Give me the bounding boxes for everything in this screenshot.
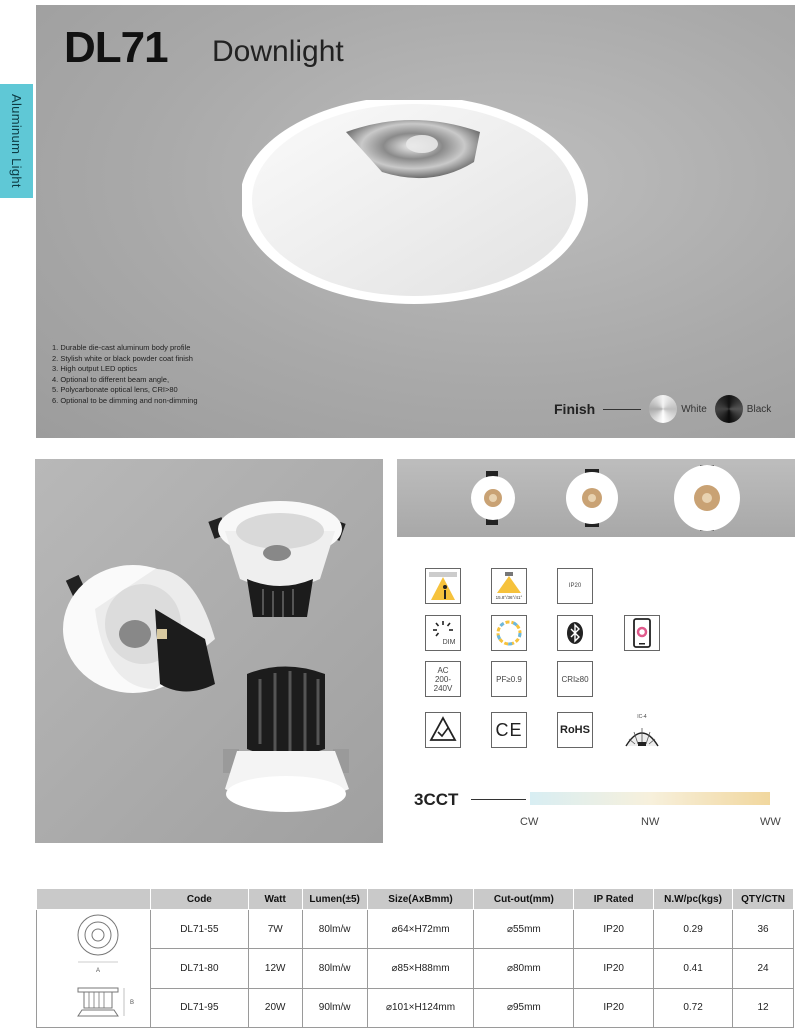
table-cell: 0.41 xyxy=(654,949,733,988)
table-cell: 80lm/w xyxy=(302,949,367,988)
size-variants-image xyxy=(397,459,795,537)
dimming-text: DIM xyxy=(442,638,456,646)
cri-text: CRI≥80 xyxy=(561,674,589,684)
ce-mark-text: CE xyxy=(495,719,523,740)
dimming-icon xyxy=(425,615,461,651)
cct-mark-nw: NW xyxy=(641,816,660,828)
table-header: Cut-out(mm) xyxy=(474,889,574,910)
ip-rating-icon xyxy=(557,568,593,604)
table-header-diagram xyxy=(37,889,151,910)
bluetooth-icon xyxy=(557,615,593,651)
table-cell: ⌀95mm xyxy=(474,988,574,1027)
cct-label: 3CCT xyxy=(414,790,459,809)
table-cell: 24 xyxy=(733,949,794,988)
cct-mark-cw: CW xyxy=(520,816,539,828)
product-name: Downlight xyxy=(212,35,344,68)
table-cell: ⌀80mm xyxy=(474,949,574,988)
table-cell: ⌀55mm xyxy=(474,910,574,949)
downlight-variants-image xyxy=(35,459,383,843)
table-cell: ⌀64×H72mm xyxy=(367,910,474,949)
dimension-label-b: B xyxy=(130,1000,135,1006)
finish-options xyxy=(554,395,771,423)
table-header: IP Rated xyxy=(574,889,654,910)
ac-voltage-icon xyxy=(425,661,461,697)
power-factor-icon xyxy=(491,661,527,697)
feature-item: 4. Optional to different beam angle, xyxy=(52,374,170,384)
table-cell: DL71-55 xyxy=(150,910,248,949)
table-cell: 20W xyxy=(248,988,302,1027)
table-cell: DL71-95 xyxy=(150,988,248,1027)
table-cell: IP20 xyxy=(574,910,654,949)
finish-divider xyxy=(603,409,641,410)
rohs-icon xyxy=(557,712,593,748)
table-header: QTY/CTN xyxy=(733,889,794,910)
table-cell: ⌀101×H124mm xyxy=(367,988,474,1027)
hero-banner xyxy=(36,5,795,438)
color-temperature-icon xyxy=(491,615,527,651)
white-finish-label: White xyxy=(681,403,707,415)
feature-item: 3. High output LED optics xyxy=(52,364,138,373)
table-cell: DL71-80 xyxy=(150,949,248,988)
power-factor-text: PF≥0.9 xyxy=(496,674,522,684)
table-cell: 90lm/w xyxy=(302,988,367,1027)
table-header-row xyxy=(37,889,794,910)
table-cell: 0.72 xyxy=(654,988,733,1027)
table-header: Lumen(±5) xyxy=(302,889,367,910)
dimension-diagram xyxy=(38,910,148,1024)
smartphone-app-icon xyxy=(624,615,660,651)
product-photo xyxy=(35,459,383,843)
category-tab xyxy=(0,84,33,198)
table-cell: IP20 xyxy=(574,949,654,988)
table-row xyxy=(37,910,794,949)
table-cell: 12 xyxy=(733,988,794,1027)
beam-angle-text: 15.8°/36°/41° xyxy=(495,595,523,600)
table-row xyxy=(37,988,794,1027)
table-row xyxy=(37,949,794,988)
cct-divider xyxy=(471,799,526,800)
table-cell: 0.29 xyxy=(654,910,733,949)
cri-icon xyxy=(557,661,593,697)
table-cell: 7W xyxy=(248,910,302,949)
table-header: Size(AxBmm) xyxy=(367,889,474,910)
ip-rating-text: IP20 xyxy=(568,582,582,589)
ce-mark-icon xyxy=(491,712,527,748)
downlight-hero-image xyxy=(242,100,592,315)
white-finish-swatch xyxy=(649,395,677,423)
feature-list xyxy=(52,343,198,406)
rcm-certification-icon xyxy=(425,712,461,748)
ac-voltage-text: AC 200-240V xyxy=(433,665,453,693)
rohs-text: RoHS xyxy=(560,723,590,736)
finish-label: Finish xyxy=(554,401,596,417)
table-cell: ⌀85×H88mm xyxy=(367,949,474,988)
product-code: DL71 xyxy=(64,23,168,72)
beam-angle-icon xyxy=(491,568,527,604)
category-tab-label: Aluminum Light xyxy=(9,94,24,188)
spec-table xyxy=(36,888,794,1028)
ic4-text: IC-4 xyxy=(637,713,647,720)
size-comparison xyxy=(397,459,795,537)
table-header: Watt xyxy=(248,889,302,910)
black-finish-label: Black xyxy=(746,403,772,415)
table-cell: 12W xyxy=(248,949,302,988)
table-header: Code xyxy=(150,889,248,910)
feature-item: 1. Durable die-cast aluminum body profile xyxy=(52,343,191,352)
cct-mark-ww: WW xyxy=(760,816,781,828)
table-header: N.W/pc(kgs) xyxy=(654,889,733,910)
cct-gradient-bar xyxy=(530,792,770,805)
feature-item: 2. Stylish white or black powder coat finish xyxy=(52,353,193,363)
feature-item: 6. Optional to be dimming and non-dimming xyxy=(52,395,198,405)
beam-person-icon xyxy=(425,568,461,604)
ic4-insulation-icon xyxy=(624,712,660,748)
feature-item: 5. Polycarbonate optical lens, CRI>80 xyxy=(52,385,178,394)
black-finish-swatch xyxy=(715,395,743,423)
dimension-label-a: A xyxy=(96,968,101,974)
table-cell: IP20 xyxy=(574,988,654,1027)
table-cell: 36 xyxy=(733,910,794,949)
table-cell: 80lm/w xyxy=(302,910,367,949)
dimension-diagram-cell xyxy=(37,910,151,1028)
